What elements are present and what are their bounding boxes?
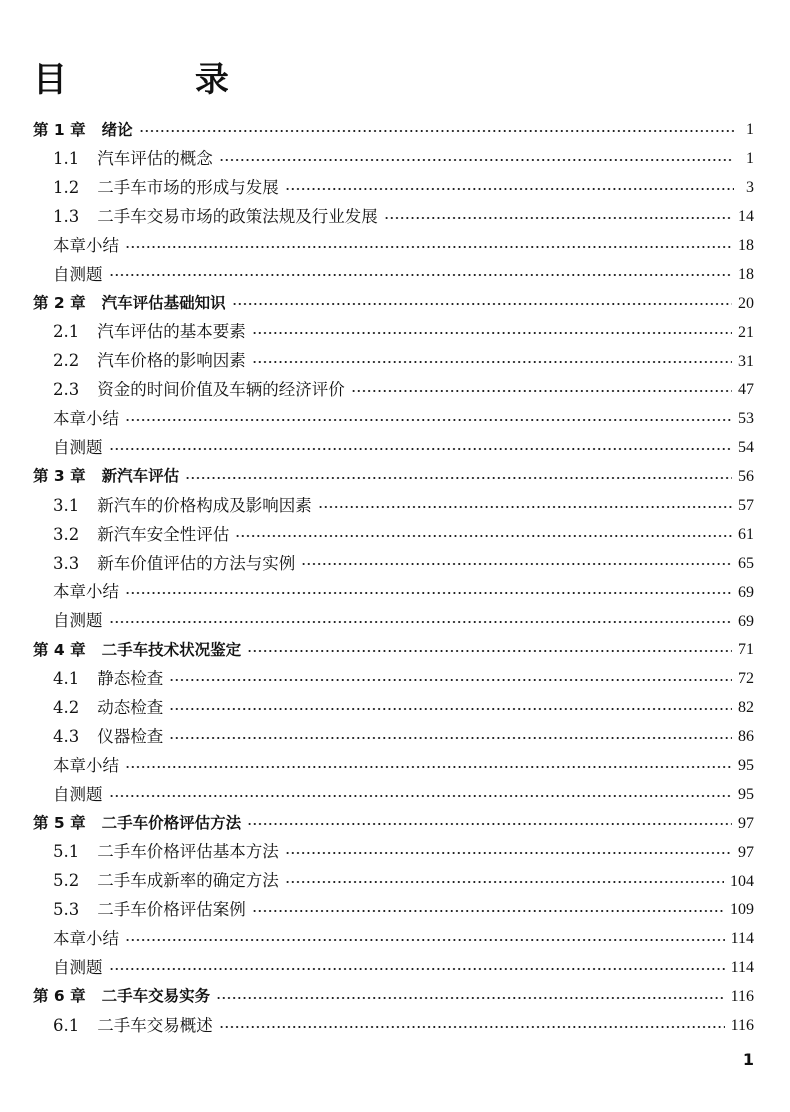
dot-leader: [247, 645, 732, 655]
toc-entry-label: [53, 671, 163, 688]
toc-entry-title: 自测题: [53, 264, 103, 284]
toc-entry-page: 18: [738, 265, 754, 283]
toc-entry-page: 116: [730, 1017, 754, 1035]
dot-leader: [252, 905, 724, 915]
toc-entry-page: 54: [738, 439, 754, 457]
page-title: 目 录: [33, 60, 287, 100]
toc-section-row[interactable]: [0, 723, 790, 752]
dot-leader: [219, 1021, 725, 1031]
dot-leader: [125, 588, 732, 598]
toc-entry-title: 二手车价格评估方法: [101, 814, 242, 833]
toc-entry-title: 二手车交易市场的政策法规及行业发展: [97, 206, 378, 226]
dot-leader: [318, 501, 732, 511]
toc-entry-label: [53, 784, 103, 804]
toc-section-row[interactable]: [0, 780, 790, 809]
toc-entry-label: [53, 206, 378, 226]
toc-section-row[interactable]: [0, 347, 790, 376]
toc-entry-title: 静态检查: [97, 669, 164, 689]
dot-leader: [285, 183, 734, 193]
toc-chapter-row[interactable]: [0, 636, 790, 665]
page-number: 1: [742, 1050, 754, 1069]
toc-entry-page: 65: [738, 554, 754, 572]
toc-entry-label: [33, 640, 242, 659]
toc-entry-number: 1.2: [53, 177, 80, 197]
toc-entry-page: 18: [738, 237, 754, 254]
toc-entry-title: 新汽车的价格构成及影响因素: [97, 495, 312, 515]
toc-entry-page: 95: [738, 785, 754, 803]
dot-leader: [285, 848, 732, 858]
toc-entry-label: [53, 151, 213, 168]
toc-entry-number: 4.1: [53, 669, 80, 689]
toc-section-row[interactable]: [0, 867, 790, 896]
toc-entry-number: 5.2: [53, 871, 80, 891]
toc-entry-label: [53, 264, 103, 284]
toc-entry-page: 86: [738, 728, 754, 746]
dot-leader: [235, 530, 732, 540]
toc-entry-page: 72: [738, 670, 754, 688]
toc-entry-page: 1: [746, 150, 754, 168]
toc-entry-page: 57: [738, 497, 754, 515]
toc-entry-page: 31: [738, 352, 754, 370]
dot-leader: [285, 877, 724, 887]
toc-entry-title: 汽车评估的概念: [97, 149, 213, 169]
dot-leader: [219, 154, 734, 164]
toc-section-row[interactable]: [0, 607, 790, 636]
toc-entry-page: 82: [738, 699, 754, 717]
toc-entry-page: 3: [746, 179, 754, 197]
toc-entry-label: [53, 755, 119, 775]
toc-entry-page: 114: [730, 959, 754, 977]
toc-entry-page: 114: [730, 930, 754, 948]
toc-entry-page: 20: [738, 294, 754, 312]
dot-leader: [125, 241, 732, 251]
toc-entry-label: [33, 296, 226, 312]
toc-entry-title: 汽车价格的影响因素: [97, 351, 246, 371]
toc-section-row[interactable]: [0, 434, 790, 463]
dot-leader: [216, 992, 725, 1002]
toc-entry-number: 3.3: [53, 553, 80, 573]
toc-entry-title: 新车价值评估的方法与实例: [97, 553, 296, 573]
toc-entry-number: 1.1: [53, 149, 80, 169]
toc-entry-number: 1.3: [53, 206, 80, 226]
toc-section-row[interactable]: [0, 318, 790, 347]
toc-entry-label: [53, 177, 279, 197]
toc-entry-title: 二手车交易实务: [101, 987, 211, 1006]
toc-section-row[interactable]: [0, 1012, 790, 1041]
toc-entry-number: 5.3: [53, 900, 80, 920]
dot-leader: [252, 357, 732, 367]
dot-leader: [109, 963, 725, 973]
toc-section-row[interactable]: [0, 578, 790, 607]
toc-entry-page: 97: [738, 814, 754, 832]
dot-leader: [169, 674, 732, 684]
toc-section-row[interactable]: [0, 203, 790, 232]
toc-entry-title: 新汽车评估: [101, 467, 180, 486]
toc-section-row[interactable]: [0, 174, 790, 203]
toc-entry-page: 61: [738, 525, 754, 543]
toc-entry-number: 第 4 章: [33, 640, 86, 659]
toc-entry-label: [53, 382, 345, 399]
toc-entry-number: 第 6 章: [33, 987, 86, 1006]
toc-section-row[interactable]: [0, 405, 790, 434]
toc-entry-label: [53, 726, 164, 746]
dot-leader: [125, 761, 732, 771]
toc-entry-label: [53, 584, 119, 601]
toc-chapter-row[interactable]: [0, 116, 790, 145]
toc-entry-number: 2.3: [53, 380, 80, 400]
toc-entry-page: 97: [738, 843, 754, 861]
toc-entry-page: 95: [738, 757, 754, 775]
toc-entry-number: 第 1 章: [33, 120, 86, 139]
toc-section-row[interactable]: [0, 838, 790, 867]
toc-chapter-row[interactable]: [0, 983, 790, 1012]
toc-entry-label: [53, 235, 119, 255]
dot-leader: [351, 385, 732, 395]
toc-entry-page: 47: [738, 381, 754, 399]
toc-entry-number: 第 5 章: [33, 814, 86, 833]
toc-entry-title: 二手车技术状况鉴定: [101, 640, 242, 659]
dot-leader: [109, 443, 733, 453]
toc-entry-page: 1: [746, 121, 754, 139]
toc-entry-title: 二手车市场的形成与发展: [97, 177, 279, 197]
toc-section-row[interactable]: [0, 260, 790, 289]
dot-leader: [125, 934, 725, 944]
toc-section-row[interactable]: [0, 665, 790, 694]
dot-leader: [185, 472, 732, 482]
toc-entry-title: 二手车成新率的确定方法: [97, 871, 279, 891]
toc-entry-page: 104: [730, 872, 754, 890]
toc-entry-number: 5.1: [53, 842, 80, 862]
dot-leader: [252, 328, 732, 338]
toc-entry-title: 汽车评估基础知识: [101, 294, 226, 313]
toc-section-row[interactable]: [0, 492, 790, 521]
toc-entry-page: 71: [738, 641, 754, 659]
dot-leader: [125, 414, 732, 424]
dot-leader: [139, 125, 734, 135]
dot-leader: [247, 819, 732, 829]
toc-entry-label: [53, 1015, 213, 1035]
toc-entry-page: 14: [738, 208, 754, 226]
dot-leader: [232, 299, 732, 309]
toc-entry-label: [53, 873, 279, 890]
toc-section-row[interactable]: [0, 145, 790, 174]
dot-leader: [109, 617, 733, 627]
toc-entry-label: [53, 524, 230, 544]
dot-leader: [301, 559, 732, 569]
toc-entry-label: [33, 469, 179, 485]
toc-section-row[interactable]: [0, 925, 790, 954]
toc-section-row[interactable]: [0, 376, 790, 405]
toc-chapter-row[interactable]: [0, 289, 790, 318]
toc-entry-number: 6.1: [53, 1015, 80, 1035]
toc-entry-page: 69: [738, 612, 754, 630]
toc-chapter-row[interactable]: [0, 463, 790, 492]
toc-section-row[interactable]: [0, 549, 790, 578]
toc-entry-title: 本章小结: [53, 409, 119, 429]
toc-entry-label: [53, 960, 103, 977]
toc-section-row[interactable]: [0, 896, 790, 925]
toc-entry-label: [33, 816, 241, 832]
toc-entry-page: 116: [730, 988, 754, 1006]
toc-section-row[interactable]: [0, 954, 790, 983]
toc-entry-number: 4.2: [53, 698, 80, 717]
toc-entry-title: 二手车价格评估案例: [97, 900, 246, 920]
toc-entry-number: 3.1: [53, 495, 80, 515]
toc-section-row[interactable]: [0, 694, 790, 723]
toc-entry-title: 新汽车安全性评估: [97, 524, 230, 544]
toc-entry-label: [53, 613, 103, 630]
toc-entry-title: 二手车价格评估基本方法: [97, 842, 279, 862]
toc-entry-title: 自测题: [53, 958, 103, 978]
toc-entry-number: 4.3: [53, 726, 80, 746]
toc-entry-title: 本章小结: [53, 582, 119, 602]
toc-entry-label: [53, 324, 246, 341]
toc-entry-number: 3.2: [53, 524, 80, 544]
toc-entry-number: 2.1: [53, 322, 80, 342]
dot-leader: [169, 732, 732, 742]
toc-entry-title: 绪论: [101, 120, 133, 139]
toc-entry-label: [53, 437, 103, 457]
toc-entry-label: [53, 700, 163, 717]
toc-entry-number: 第 3 章: [33, 467, 86, 486]
toc-entry-title: 动态检查: [97, 698, 164, 717]
toc-entry-label: [53, 353, 246, 370]
toc-entry-title: 自测题: [53, 437, 103, 457]
toc-entry-page: 53: [738, 410, 754, 428]
toc-entry-label: [53, 931, 119, 948]
toc-entry-title: 本章小结: [53, 755, 119, 775]
dot-leader: [384, 212, 732, 222]
toc-entry-page: 56: [738, 468, 754, 486]
toc-entry-title: 自测题: [53, 611, 103, 631]
toc-section-row[interactable]: [0, 520, 790, 549]
toc-entry-title: 本章小结: [53, 929, 119, 949]
toc-entry-label: [53, 844, 279, 861]
toc-entry-label: [53, 902, 246, 919]
dot-leader: [109, 790, 733, 800]
toc-entry-page: 109: [730, 901, 754, 919]
dot-leader: [109, 270, 733, 280]
toc-section-row[interactable]: [0, 232, 790, 261]
toc-entry-label: [53, 495, 312, 515]
table-of-contents: [0, 116, 790, 1041]
toc-entry-title: 资金的时间价值及车辆的经济评价: [97, 380, 345, 400]
toc-entry-number: 2.2: [53, 351, 80, 371]
toc-entry-label: [33, 120, 133, 139]
toc-entry-label: [53, 411, 119, 428]
toc-section-row[interactable]: [0, 752, 790, 781]
toc-entry-title: 仪器检查: [97, 726, 164, 746]
toc-entry-label: [53, 553, 296, 573]
toc-entry-title: 汽车评估的基本要素: [97, 322, 246, 342]
toc-entry-title: 二手车交易概述: [97, 1015, 213, 1035]
toc-entry-page: 69: [738, 583, 754, 601]
toc-entry-label: [33, 989, 210, 1005]
dot-leader: [169, 703, 732, 713]
toc-entry-title: 自测题: [53, 784, 103, 804]
toc-chapter-row[interactable]: [0, 809, 790, 838]
toc-entry-number: 第 2 章: [33, 294, 86, 313]
toc-entry-page: 21: [738, 323, 754, 341]
toc-entry-title: 本章小结: [53, 235, 119, 255]
